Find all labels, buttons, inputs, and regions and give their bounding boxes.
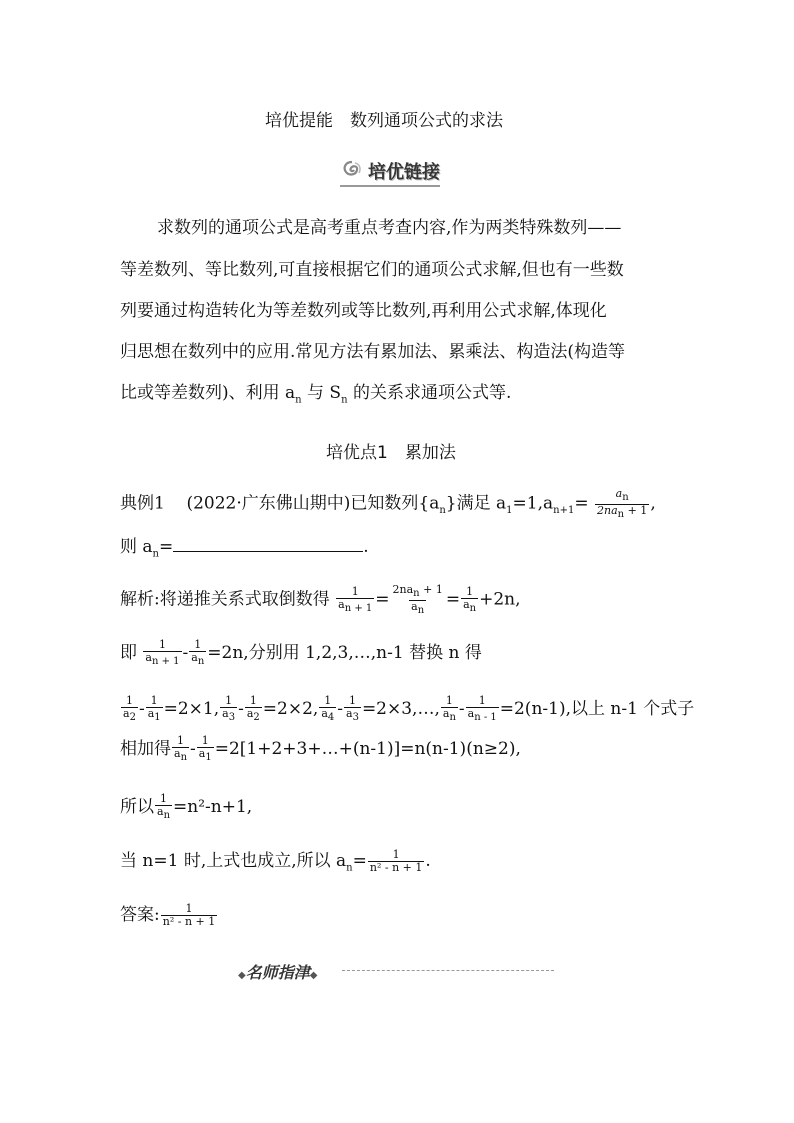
intro-line-3: 列要通过构造转化为等差数列或等比数列,再利用公式求解,体现化	[120, 301, 607, 321]
badge-label: 培优链接	[368, 162, 440, 183]
tip-label: 名师指津	[245, 963, 310, 982]
swirl-icon	[340, 159, 364, 184]
tip-header: ◆名师指津◆	[238, 963, 318, 982]
answer-line: 答案: $\frac{1}{\text{n² - n + 1}}$	[120, 902, 216, 928]
intro-line-1: 求数列的通项公式是高考重点考查内容,作为两类特殊数列——	[157, 218, 622, 238]
solution-line-2: 即 $\frac{1}{a_{n + 1}}$ - $\frac{1}{a_n}$ =2n,分别用 1,2,3,…,n-1 替换 n 得	[120, 638, 482, 668]
section-heading: 培优点1 累加法	[326, 443, 456, 463]
badge-underline	[340, 185, 440, 187]
answer-blank	[173, 537, 363, 552]
example-label: 典例1	[120, 493, 165, 514]
example-question: 则 $a_n=$ .	[120, 537, 369, 560]
intro-line-2: 等差数列、等比数列,可直接根据它们的通项公式求解,但也有一些数	[120, 260, 624, 280]
solution-line-4: 相加得 $\frac{1}{a_n}$ - $\frac{1}{a_1}$ =2[1+2+3+…+(n-1)]=n(n-1)(n≥2),	[120, 734, 521, 764]
solution-line-3: $\frac{1}{a_2}$ - $\frac{1}{a_1}$ =2×1, $\frac{1}{a_3}$ - $\frac{1}{a_2}$ =2×2, $\frac{1}{a_4}$ - $\frac{1}{a_3}$ =2×3,…, $\frac{1}{a_n}$ - $\frac{1}{a_{n - 1}}$ =2(n-1),以上 n-1 个式子	[123, 694, 695, 724]
intro-line-4: 归思想在数列中的应用.常见方法有累加法、累乘法、构造法(构造等	[120, 342, 626, 362]
recurrence-fraction: $\frac{a_n}{2na_n + 1}$	[596, 487, 648, 520]
solution-line-6: 当 n=1 时,上式也成立,所以 $a_n=$ $\frac{1}{\text{n² - n + 1}}$ .	[120, 848, 431, 874]
intro-line-5: 比或等差数列)、利用 $a_n$ 与 $S_n$ 的关系求通项公式等.	[120, 383, 512, 406]
page-title: 培优提能 数列通项公式的求法	[265, 111, 503, 131]
solution-line-1: 解析:将递推关系式取倒数得 $\frac{1}{a_{n + 1}}$ = $\frac{2na_n + 1}{a_n}$ = $\frac{1}{a_n}$ +2n,	[120, 583, 521, 616]
section-badge	[340, 158, 440, 184]
tip-divider	[342, 970, 554, 971]
example-statement: 典例1 (2022·广东佛山期中)已知数列$\{a_n\}$满足 $a_1=1,a_{n+1}=$ $\frac{a_n}{2na_n + 1}$ ,	[120, 487, 656, 520]
solution-line-5: 所以 $\frac{1}{a_n}$ =n²-n+1,	[120, 792, 253, 822]
